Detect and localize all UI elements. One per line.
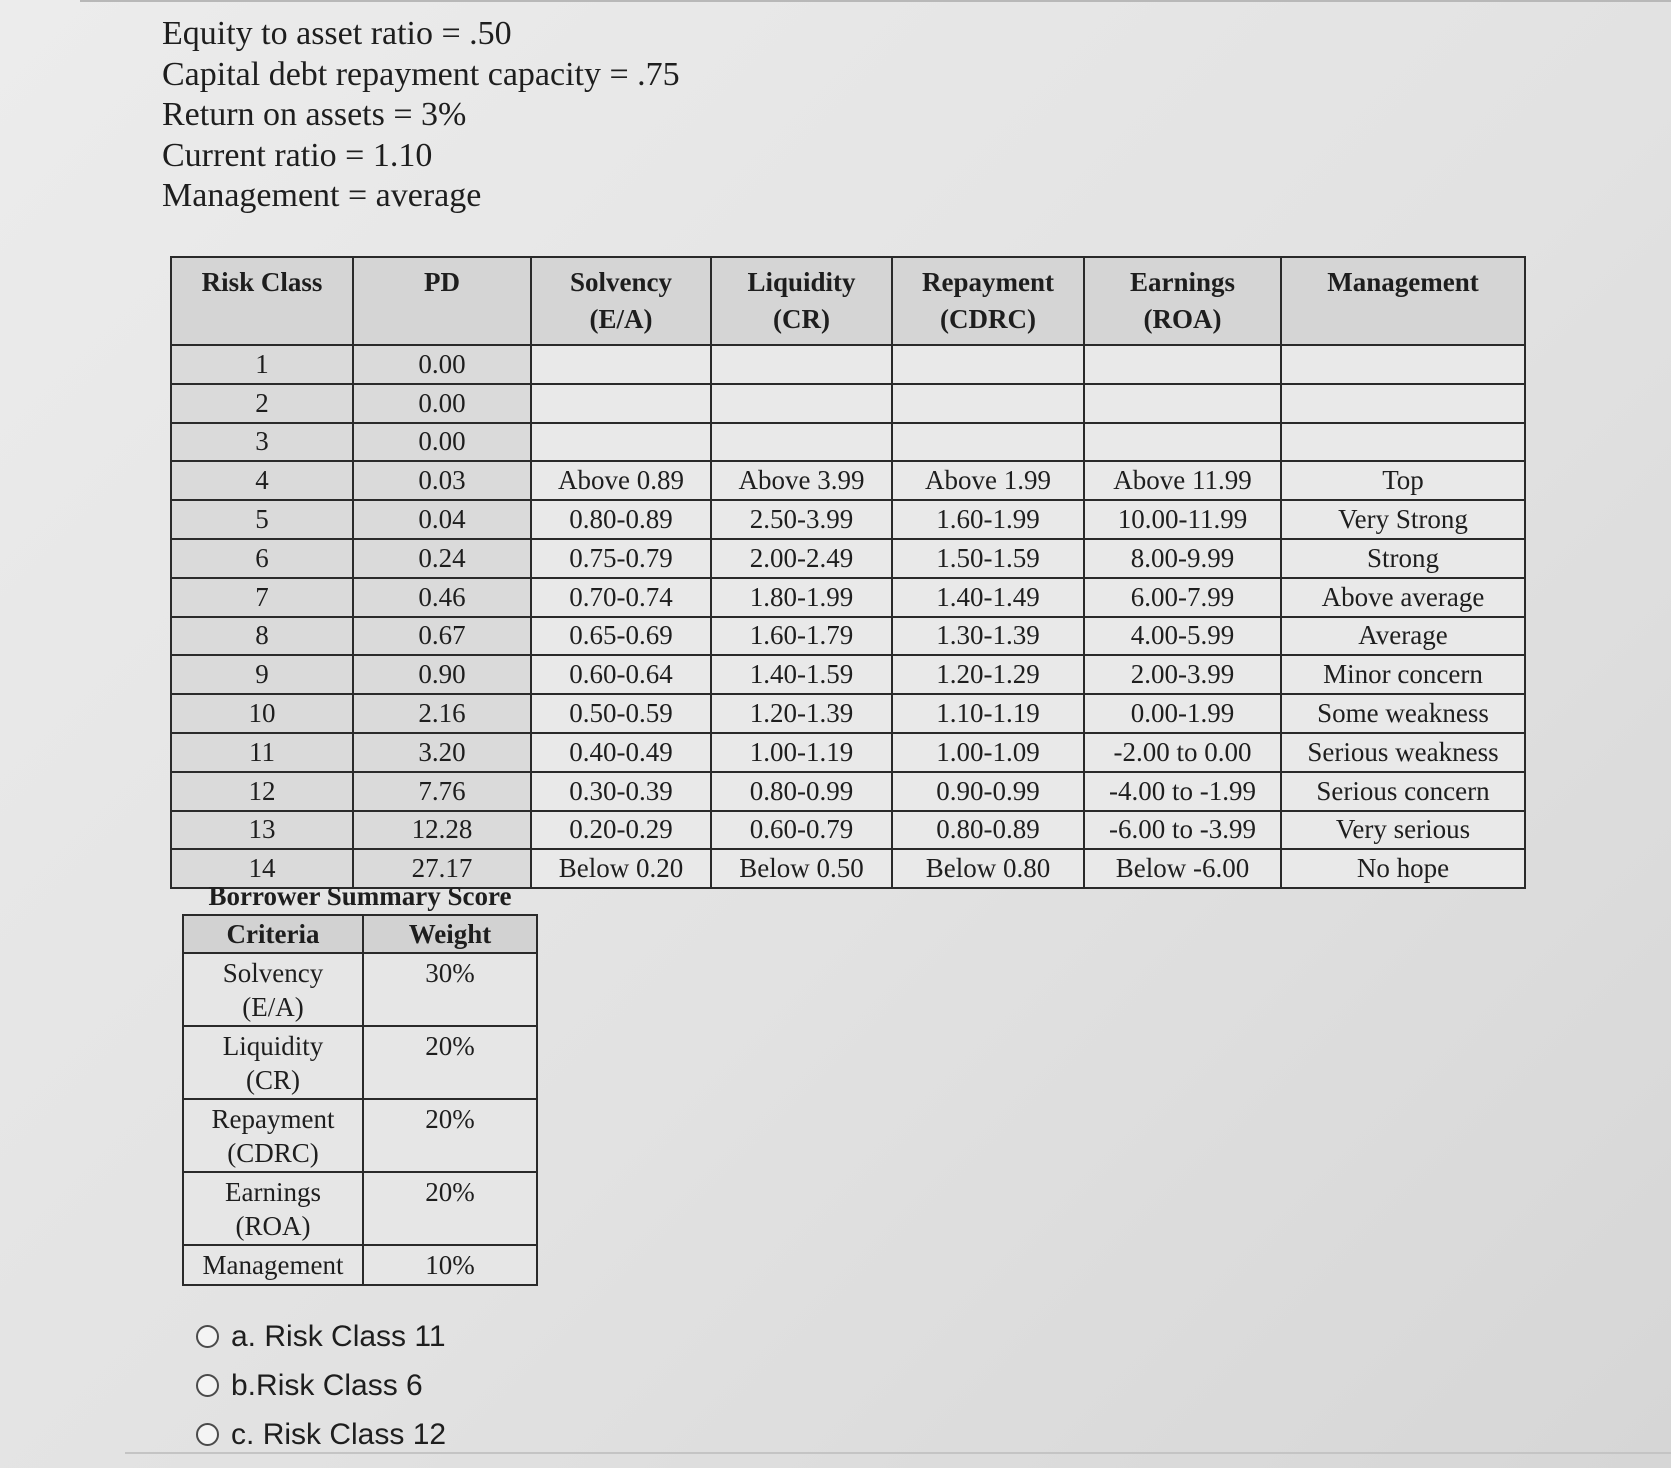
risk-table-body [171,345,1525,888]
cell-pd: 2.16 [353,694,531,733]
header-risk-class: Risk Class [171,257,353,345]
cell-repayment: 1.10-1.19 [892,694,1084,733]
risk-table-row [171,539,1525,578]
cell-management: Minor concern [1281,655,1525,694]
header-solvency: Solvency (E/A) [531,257,711,345]
header-repayment: Repayment (CDRC) [892,257,1084,345]
cell-pd: 0.04 [353,500,531,539]
summary-weight: 30% [363,953,537,1026]
risk-table-row [171,617,1525,656]
cell-repayment: 1.20-1.29 [892,655,1084,694]
option-text: Risk Class 6 [256,1368,423,1402]
risk-class-table [170,256,1526,889]
cell-pd: 0.24 [353,539,531,578]
cell-management: Very Strong [1281,500,1525,539]
header-pd: PD [353,257,531,345]
risk-table-row [171,500,1525,539]
radio-button-icon[interactable] [196,1325,219,1348]
radio-button-icon[interactable] [196,1423,219,1446]
given-equity-to-asset: Equity to asset ratio = .50 [162,15,512,52]
cell-risk-class: 1 [171,345,353,384]
cell-repayment: 1.00-1.09 [892,733,1084,772]
cell-earnings [1084,423,1281,462]
cell-repayment [892,384,1084,423]
cell-solvency: 0.80-0.89 [531,500,711,539]
cell-pd: 0.00 [353,423,531,462]
risk-table-row [171,811,1525,850]
cell-pd: 7.76 [353,772,531,811]
cell-risk-class: 11 [171,733,353,772]
cell-earnings: 6.00-7.99 [1084,578,1281,617]
cell-earnings: -2.00 to 0.00 [1084,733,1281,772]
cell-risk-class: 14 [171,849,353,888]
cell-pd: 27.17 [353,849,531,888]
cell-pd: 3.20 [353,733,531,772]
cell-liquidity: 1.40-1.59 [711,655,892,694]
cell-solvency: 0.20-0.29 [531,811,711,850]
borrower-summary-table [182,878,538,1286]
cell-pd: 0.90 [353,655,531,694]
option-b[interactable] [196,1361,446,1410]
risk-table-row [171,423,1525,462]
cell-repayment [892,423,1084,462]
summary-header-criteria: Criteria [183,915,363,953]
option-a[interactable] [196,1312,446,1361]
cell-liquidity: 2.00-2.49 [711,539,892,578]
cell-earnings: 10.00-11.99 [1084,500,1281,539]
cell-earnings [1084,345,1281,384]
summary-header-weight: Weight [363,915,537,953]
cell-repayment: Below 0.80 [892,849,1084,888]
option-letter: c. [231,1417,255,1451]
cell-repayment: 1.50-1.59 [892,539,1084,578]
header-liquidity: Liquidity (CR) [711,257,892,345]
cell-liquidity [711,345,892,384]
cell-solvency: 0.75-0.79 [531,539,711,578]
radio-button-icon[interactable] [196,1374,219,1397]
cell-solvency [531,384,711,423]
cell-earnings: 0.00-1.99 [1084,694,1281,733]
cell-management: Strong [1281,539,1525,578]
cell-solvency: 0.60-0.64 [531,655,711,694]
cell-pd: 0.67 [353,617,531,656]
cell-liquidity: 2.50-3.99 [711,500,892,539]
cell-liquidity: Above 3.99 [711,461,892,500]
summary-criteria: Solvency (E/A) [183,953,363,1026]
cell-risk-class: 10 [171,694,353,733]
header-earnings: Earnings (ROA) [1084,257,1281,345]
cell-liquidity: 1.20-1.39 [711,694,892,733]
cell-solvency: 0.70-0.74 [531,578,711,617]
cell-earnings: -6.00 to -3.99 [1084,811,1281,850]
cell-risk-class: 6 [171,539,353,578]
cell-solvency: 0.50-0.59 [531,694,711,733]
cell-management: Serious concern [1281,772,1525,811]
cell-management [1281,423,1525,462]
cell-management [1281,345,1525,384]
cell-risk-class: 13 [171,811,353,850]
summary-criteria: Repayment (CDRC) [183,1099,363,1172]
cell-liquidity: 1.00-1.19 [711,733,892,772]
cell-solvency [531,345,711,384]
given-capital-debt-repayment: Capital debt repayment capacity = .75 [162,55,680,93]
cell-repayment: 1.40-1.49 [892,578,1084,617]
cell-management [1281,384,1525,423]
cell-liquidity: 1.60-1.79 [711,617,892,656]
cell-risk-class: 5 [171,500,353,539]
summary-criteria: Management [183,1245,363,1285]
cell-solvency: Below 0.20 [531,849,711,888]
cell-earnings: Above 11.99 [1084,461,1281,500]
cell-management: Top [1281,461,1525,500]
cell-repayment: 1.60-1.99 [892,500,1084,539]
risk-table-row [171,578,1525,617]
cell-earnings: 8.00-9.99 [1084,539,1281,578]
summary-row [183,1026,537,1099]
cell-liquidity: Below 0.50 [711,849,892,888]
cell-earnings: -4.00 to -1.99 [1084,772,1281,811]
risk-table-row [171,345,1525,384]
cell-solvency: 0.30-0.39 [531,772,711,811]
cell-earnings: 2.00-3.99 [1084,655,1281,694]
cell-management: No hope [1281,849,1525,888]
cell-pd: 0.00 [353,384,531,423]
cell-liquidity: 0.60-0.79 [711,811,892,850]
option-letter: b. [231,1368,257,1402]
given-current-ratio: Current ratio = 1.10 [162,136,433,174]
cell-risk-class: 4 [171,461,353,500]
cell-risk-class: 8 [171,617,353,656]
summary-row [183,1099,537,1172]
cell-pd: 0.03 [353,461,531,500]
header-management: Management [1281,257,1525,345]
cell-liquidity [711,384,892,423]
risk-table-row [171,461,1525,500]
cell-repayment [892,345,1084,384]
cell-management: Serious weakness [1281,733,1525,772]
cell-liquidity [711,423,892,462]
cell-risk-class: 9 [171,655,353,694]
summary-row [183,1245,537,1285]
cell-earnings [1084,384,1281,423]
cell-pd: 12.28 [353,811,531,850]
cell-management: Very serious [1281,811,1525,850]
cell-repayment: 1.30-1.39 [892,617,1084,656]
cell-solvency: Above 0.89 [531,461,711,500]
cell-repayment: 0.90-0.99 [892,772,1084,811]
cell-solvency: 0.40-0.49 [531,733,711,772]
risk-table-row [171,733,1525,772]
cell-risk-class: 3 [171,423,353,462]
cell-risk-class: 7 [171,578,353,617]
cell-pd: 0.00 [353,345,531,384]
cell-risk-class: 12 [171,772,353,811]
summary-weight: 20% [363,1026,537,1099]
bottom-divider [125,1452,1671,1454]
cell-repayment: Above 1.99 [892,461,1084,500]
cell-pd: 0.46 [353,578,531,617]
top-divider [80,0,1671,2]
given-return-on-assets: Return on assets = 3% [162,96,467,133]
risk-table-row [171,694,1525,733]
cell-liquidity: 1.80-1.99 [711,578,892,617]
summary-criteria: Earnings (ROA) [183,1172,363,1245]
answer-options [196,1312,446,1459]
cell-management: Some weakness [1281,694,1525,733]
summary-criteria: Liquidity (CR) [183,1026,363,1099]
risk-table-row [171,655,1525,694]
cell-solvency: 0.65-0.69 [531,617,711,656]
cell-earnings: 4.00-5.99 [1084,617,1281,656]
risk-table-header-row [171,257,1525,345]
cell-repayment: 0.80-0.89 [892,811,1084,850]
cell-earnings: Below -6.00 [1084,849,1281,888]
risk-table-row [171,384,1525,423]
cell-liquidity: 0.80-0.99 [711,772,892,811]
option-letter: a. [231,1319,257,1353]
option-text: Risk Class 12 [262,1417,447,1451]
given-values [162,14,680,217]
given-management: Management = average [162,177,482,214]
option-text: Risk Class 11 [264,1319,446,1353]
summary-weight: 20% [363,1172,537,1245]
summary-title: Borrower Summary Score [208,880,512,911]
summary-row [183,1172,537,1245]
summary-weight: 10% [363,1245,537,1285]
risk-table-row [171,772,1525,811]
cell-management: Average [1281,617,1525,656]
summary-row [183,953,537,1026]
cell-management: Above average [1281,578,1525,617]
summary-weight: 20% [363,1099,537,1172]
cell-solvency [531,423,711,462]
cell-risk-class: 2 [171,384,353,423]
